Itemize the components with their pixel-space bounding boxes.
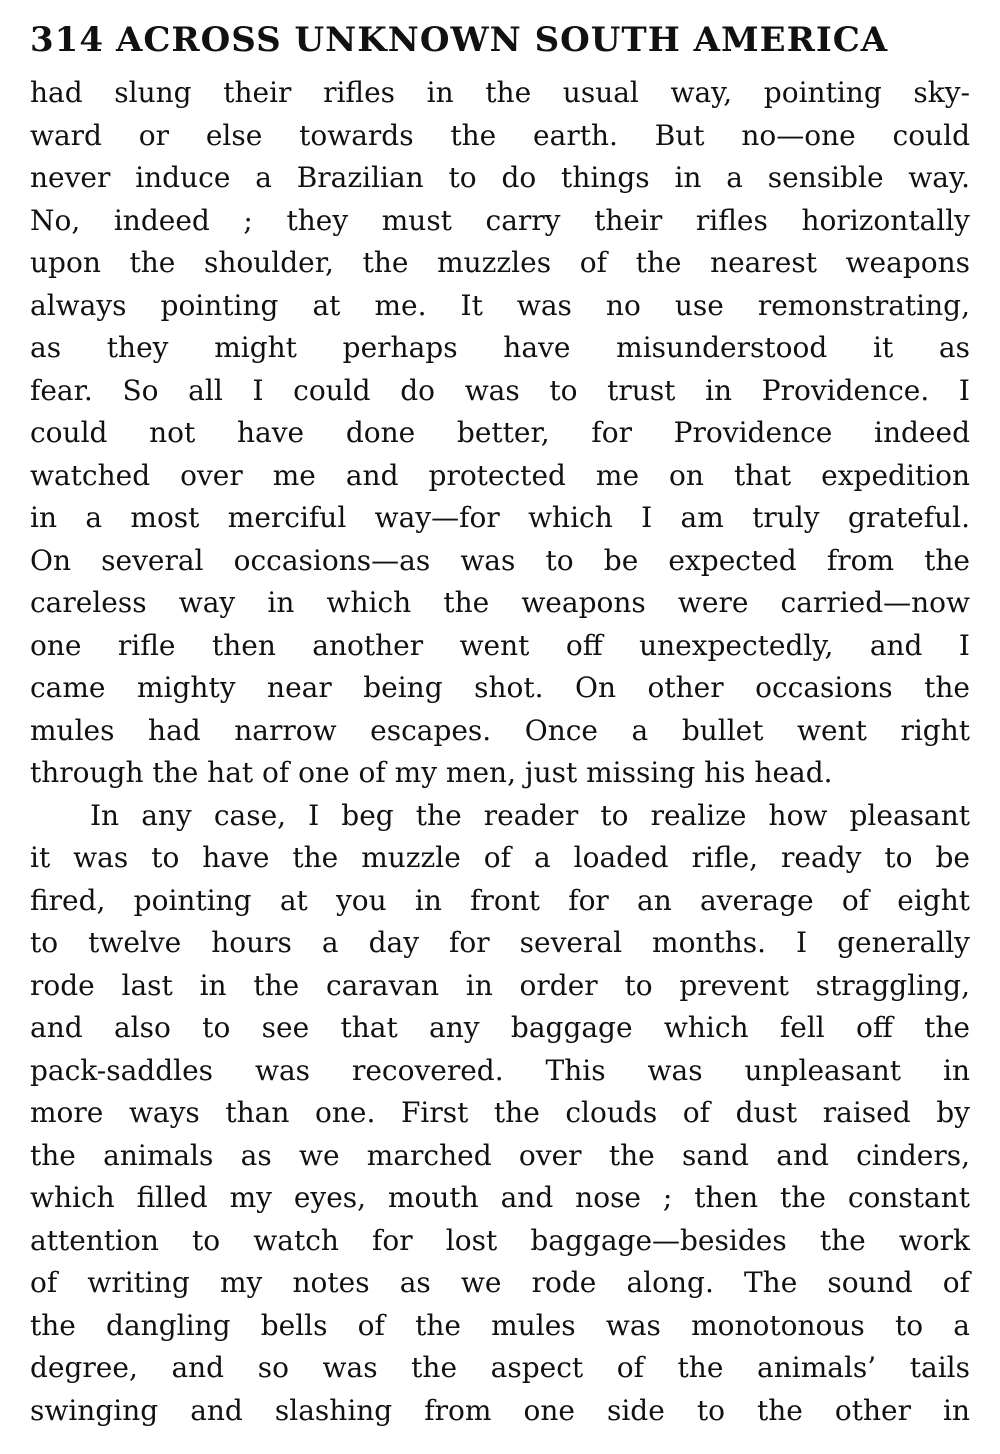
book-page [30, 14, 970, 1432]
text-line: in a most merciful way—for which I am truly grateful. [30, 501, 970, 534]
text-line: came mighty near being shot. On other occasions the [30, 671, 970, 704]
text-line: of writing my notes as we rode along. The sound of [30, 1266, 970, 1299]
text-line: through the hat of one of my men, just missing his head. [30, 756, 833, 789]
text-line: always pointing at me. It was no use remonstrating, [30, 288, 970, 322]
text-line: and also to see that any baggage which fell off the [30, 1011, 970, 1044]
text-line: On several occasions—as was to be expected from the [30, 543, 970, 577]
text-line: could not have done better, for Providence indeed [30, 416, 970, 449]
paragraph-1 [30, 72, 970, 795]
text-line: to twelve hours a day for several months. I generally [30, 926, 970, 959]
text-line: one rifle then another went off unexpectedly, and I [30, 628, 970, 662]
text-line: No, indeed ; they must carry their rifles horizontally [30, 203, 970, 237]
running-title: ACROSS UNKNOWN SOUTH AMERICA [115, 20, 889, 60]
text-line: never induce a Brazilian to do things in a sensible way. [30, 161, 970, 194]
text-line: the animals as we marched over the sand and cinders, [30, 1138, 970, 1172]
text-line: In any case, I beg the reader to realize how pleasant [90, 798, 970, 832]
text-line: attention to watch for lost baggage—besides the work [30, 1223, 970, 1257]
text-line: which filled my eyes, mouth and nose ; then the constant [30, 1181, 970, 1214]
text-line: as they might perhaps have misunderstood it as [30, 331, 970, 364]
text-line: careless way in which the weapons were carried—now [30, 586, 970, 619]
text-line: it was to have the muzzle of a loaded rifle, ready to be [30, 841, 970, 874]
text-line: rode last in the caravan in order to prevent straggling, [30, 968, 970, 1002]
text-line: more ways than one. First the clouds of dust raised by [30, 1096, 970, 1129]
text-line: watched over me and protected me on that expedition [30, 458, 970, 492]
paragraph-2 [30, 795, 970, 1433]
text-line: mules had narrow escapes. Once a bullet went right [30, 713, 970, 747]
text-line: had slung their rifles in the usual way, pointing sky- [30, 76, 970, 109]
text-line: ward or else towards the earth. But no—one could [30, 118, 970, 152]
text-line: fired, pointing at you in front for an average of eight [30, 883, 970, 917]
text-line: the dangling bells of the mules was monotonous to a [30, 1308, 970, 1342]
running-head [30, 14, 970, 72]
page-number: 314 [30, 20, 104, 60]
text-line: upon the shoulder, the muzzles of the nearest weapons [30, 246, 970, 279]
text-line: swinging and slashing from one side to the other in [30, 1393, 970, 1427]
text-line: pack-saddles was recovered. This was unpleasant in [30, 1053, 970, 1087]
text-line: fear. So all I could do was to trust in Providence. I [30, 373, 970, 407]
text-line: degree, and so was the aspect of the animals’ tails [30, 1351, 970, 1384]
